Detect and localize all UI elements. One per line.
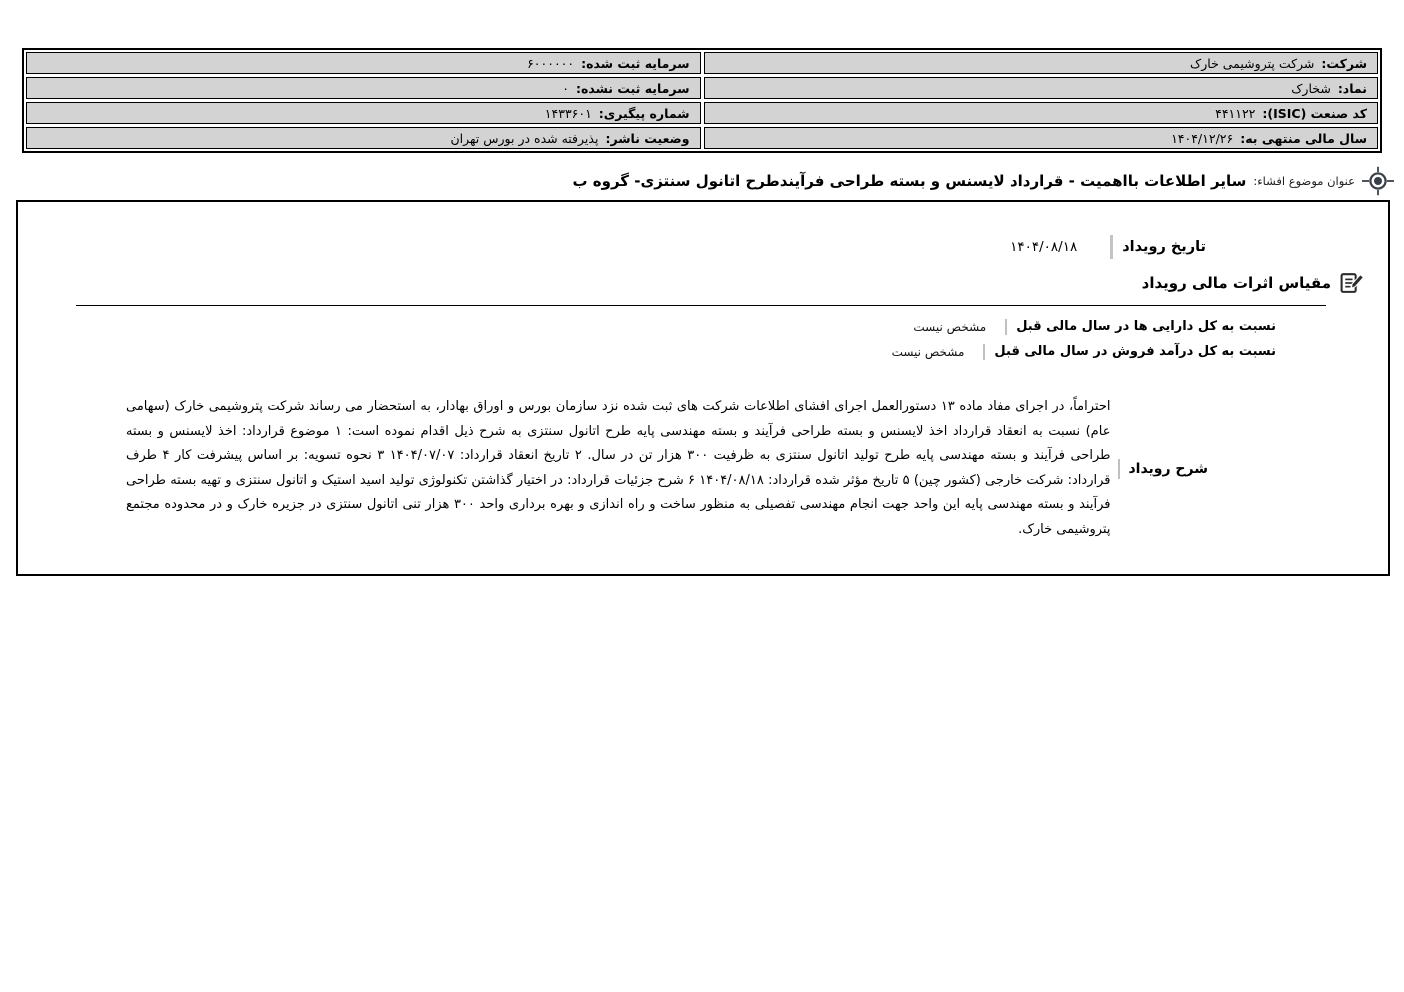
event-description-row — [18, 382, 1208, 555]
company-label: شرکت: — [1321, 55, 1367, 71]
registered-capital-field — [26, 52, 701, 74]
company-info-table — [22, 48, 1382, 153]
event-description-label: شرح رویداد — [1128, 460, 1208, 477]
event-date-value: ۱۴۰۴/۰۸/۱۸ — [1010, 239, 1078, 255]
symbol-label: نماد: — [1337, 80, 1367, 96]
ratio-revenue-label: نسبت به کل درآمد فروش در سال مالی قبل — [994, 344, 1276, 359]
tracking-number-value: ۱۴۳۳۶۰۱ — [544, 105, 592, 121]
symbol-value: شخارک — [1291, 80, 1331, 96]
tracking-number-field — [26, 102, 701, 124]
disclosure-subject-label: عنوان موضوع افشاء: — [1253, 174, 1355, 188]
disclosure-detail-box — [16, 200, 1390, 576]
issuer-status-value: پذیرفته شده در بورس تهران — [450, 130, 599, 146]
vertical-divider — [1118, 459, 1120, 479]
issuer-status-field — [26, 127, 701, 149]
event-date-label: تاریخ رویداد — [1122, 239, 1206, 255]
ratio-assets-value: مشخص نیست — [913, 319, 987, 334]
isic-code-field — [704, 102, 1379, 124]
ratio-revenue-value: مشخص نیست — [891, 344, 965, 359]
company-value: شرکت پتروشیمی خارک — [1190, 55, 1315, 71]
vertical-divider — [1005, 319, 1007, 335]
isic-code-label: کد صنعت (ISIC): — [1262, 105, 1367, 121]
financial-impact-header: مقیاس اثرات مالی رویداد — [1141, 273, 1331, 292]
unregistered-capital-value: ۰ — [562, 80, 569, 96]
fiscal-year-label: سال مالی منتهی به: — [1240, 130, 1367, 146]
disclosure-title-row — [572, 163, 1394, 199]
ratio-assets-label: نسبت به کل دارایی ها در سال مالی قبل — [1016, 319, 1276, 334]
registered-capital-label: سرمایه ثبت شده: — [581, 55, 690, 71]
fiscal-year-field — [704, 127, 1379, 149]
financial-impact-header-row — [18, 270, 1364, 295]
company-field — [704, 52, 1379, 74]
symbol-field — [704, 77, 1379, 99]
note-pencil-icon — [1339, 270, 1364, 295]
unregistered-capital-label: سرمایه ثبت نشده: — [575, 80, 690, 96]
tracking-number-label: شماره پیگیری: — [598, 105, 690, 121]
disclosure-subject-title: سایر اطلاعات بااهمیت - قرارداد لایسنس و بسته طراحی فرآیندطرح اتانول سنتزی- گروه ب — [572, 172, 1247, 190]
ratio-assets-row — [18, 314, 1276, 339]
fiscal-year-value: ۱۴۰۴/۱۲/۲۶ — [1171, 130, 1234, 146]
isic-code-value: ۴۴۱۱۲۲ — [1215, 105, 1256, 121]
issuer-status-label: وضعیت ناشر: — [605, 130, 690, 146]
vertical-divider — [983, 344, 985, 360]
vertical-divider — [1110, 235, 1113, 259]
unregistered-capital-field — [26, 77, 701, 99]
ratio-revenue-row — [18, 339, 1276, 364]
section-divider — [76, 305, 1326, 306]
event-description-text: احتراماً، در اجرای مفاد ماده ۱۳ دستورالعمل اجرای افشای اطلاعات شرکت های ثبت شده نزد سازمان بورس و اوراق بهادار، به استحضار می رساند شرکت پتروشیمی خارک (سهامی عام) نسبت به انعقاد قرارداد اخذ لایسنس و بسته طراحی فرآیند و بسته مهندسی پایه طرح اتانول سنتزی به شرح ذیل اقدام نموده است: ۱ موضوع قرارداد: اخذ لایسنس و بسته طراحی فرآیند و بسته مهندسی پایه طرح تولید اتانول سنتزی به ظرفیت ۳۰۰ هزار تن در سال. ۲ تاریخ انعقاد قرارداد: ۱۴۰۴/۰۷/۰۷ ۳ نحوه تسویه: بر اساس پیشرفت کار ۴ طرف قرارداد: شرکت خارجی (کشور چین) ۵ تاریخ مؤثر شده قرارداد: ۱۴۰۴/۰۸/۱۸ ۶ شرح جزئیات قرارداد: در اختیار گذاشتن تکنولوژی تولید اسید استیک و اتانول سنتزی و تهیه بسته طراحی فرآیند و بسته مهندسی پایه این واحد جهت انجام مهندسی تفصیلی به منظور ساخت و راه اندازی و بهره برداری واحد ۳۰۰ هزار تنی اتانول سنتزی در جزیره خارک و در محدوده مجتمع پتروشیمی خارک. — [126, 399, 1111, 537]
registered-capital-value: ۶۰۰۰۰۰۰ — [527, 55, 575, 71]
event-date-row — [18, 235, 1206, 259]
target-crosshair-icon — [1362, 165, 1394, 197]
